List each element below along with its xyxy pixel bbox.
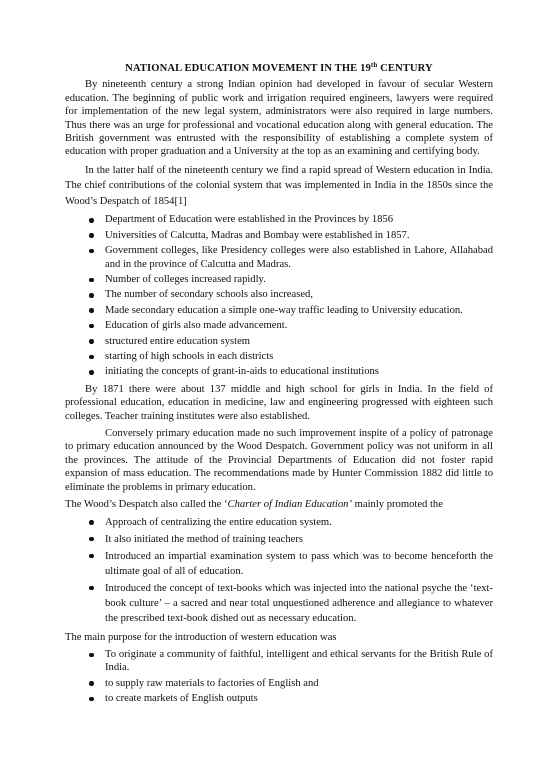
bullet-icon: [89, 520, 94, 525]
list-item-text: Department of Education were established in the Provinces by 1856: [105, 214, 394, 226]
charter-title: Charter of Indian Education’: [227, 499, 352, 511]
list-item-text: The number of secondary schools also increased,: [105, 289, 313, 301]
bullet-icon: [89, 293, 94, 298]
list-item-text: to create markets of English outputs: [105, 693, 258, 705]
list-item-text: Made secondary education a simple one-way traffic leading to University education.: [105, 304, 463, 316]
bullet-icon: [89, 278, 94, 283]
list-item: [89, 365, 493, 378]
list-item-text: Number of colleges increased rapidly.: [105, 273, 266, 285]
bullet-icon: [89, 653, 94, 658]
title-end: CENTURY: [377, 63, 433, 74]
list-item: [89, 288, 493, 301]
list-item-text: to supply raw materials to factories of English and: [105, 677, 319, 689]
bullet-icon: [89, 586, 94, 591]
text-span: The Wood’s Despatch also called the ‘: [65, 499, 228, 511]
list-item: [89, 244, 493, 271]
list-item-text: It also initiated the method of training teachers: [105, 534, 303, 546]
list-item: [89, 515, 493, 530]
list-item-text: Introduced an impartial examination system to pass which was to become henceforth the ultimate goal of all of education.: [105, 551, 493, 578]
list-item-text: Education of girls also made advancement.: [105, 320, 288, 332]
list-item-text: Government colleges, like Presidency colleges were also established in Lahore, Allahabad and in the province of Calcutta and Madras.: [105, 245, 493, 270]
title-main: NATIONAL EDUCATION MOVEMENT IN THE 19: [125, 63, 371, 74]
list-item: [89, 304, 493, 317]
list-item: [89, 319, 493, 332]
bullet-icon: [89, 697, 94, 702]
list-item: [89, 532, 493, 547]
list-item-text: To originate a community of faithful, intelligent and ethical servants for the British Rule of India.: [105, 649, 493, 674]
bullet-icon: [89, 554, 94, 559]
bullet-icon: [89, 324, 94, 329]
list-item-text: starting of high schools in each districts: [105, 351, 274, 362]
list-item-text: initiating the concepts of grant-in-aids to educational institutions: [105, 366, 379, 378]
bullet-icon: [89, 537, 94, 542]
contributions-list: [65, 213, 493, 378]
bullet-icon: [89, 308, 94, 313]
list-item: [89, 692, 493, 705]
bullet-icon: [89, 355, 94, 360]
bullet-icon: [89, 249, 94, 254]
list-item-text: Introduced the concept of text-books which was injected into the national psyche the ‘text-book culture’ – a sacred and near total unquestioned adherence and allegiance to whatever the prescribed text-book dished out as necessary education.: [105, 583, 493, 625]
list-item-text: structured entire education system: [105, 335, 251, 347]
paragraph-primary-education: Conversely primary education made no such improvement inspite of a policy of patronage to primary education announced by the Wood Despatch. Government policy was not uniform in all the provinces. The attitude of the Provincial Departments of Education did not foster rapid expansion of mass education. The recommendations made by Hunter Commission 1882 did little to eliminate the problems in primary education.: [65, 428, 493, 493]
paragraph-latter-half: In the latter half of the nineteenth century we find a rapid spread of Western education in India. The chief contributions of the colonial system that was implemented in India in the 1850s since the Wood’s Despatch of 1854[1]: [65, 164, 493, 207]
despatch-list: [65, 515, 493, 626]
list-item-text: Approach of centralizing the entire education system.: [105, 517, 332, 529]
bullet-icon: [89, 339, 94, 344]
bullet-icon: [89, 681, 94, 686]
document-title: [65, 62, 493, 75]
bullet-icon: [89, 218, 94, 223]
list-item: [89, 581, 493, 627]
bullet-icon: [89, 370, 94, 375]
purpose-list: [65, 648, 493, 706]
text-span: mainly promoted the: [352, 499, 443, 511]
list-item: [89, 350, 493, 363]
paragraph-intro: By nineteenth century a strong Indian opinion had developed in favour of secular Western education. The beginning of public work and irrigation required engineers, lawyers were required for implementation of the new legal system, administrators were also required in large numbers. Thus there was an urge for professional and vocational education along with general education. The British government was entrusted with the responsibility of establishing a complete system of education with proper graduation and a University at the top as an examining and certifying body.: [65, 79, 493, 158]
list-item: [89, 648, 493, 675]
title-superscript: th: [370, 61, 378, 69]
list-item: [89, 213, 493, 226]
list-item: [89, 229, 493, 242]
paragraph-woods-despatch: [65, 498, 493, 511]
list-item-text: Universities of Calcutta, Madras and Bombay were established in 1857.: [105, 229, 410, 241]
paragraph-1871: By 1871 there were about 137 middle and high school for girls in India. In the field of professional education, education in medicine, law and engineering progressed with eighteen such colleges. Teacher training institutes were also established.: [65, 383, 493, 422]
list-item: [89, 273, 493, 286]
list-item: [89, 335, 493, 348]
bullet-icon: [89, 233, 94, 238]
paragraph-main-purpose: The main purpose for the introduction of western education was: [65, 631, 337, 643]
list-item: [89, 549, 493, 579]
list-item: [89, 677, 493, 690]
